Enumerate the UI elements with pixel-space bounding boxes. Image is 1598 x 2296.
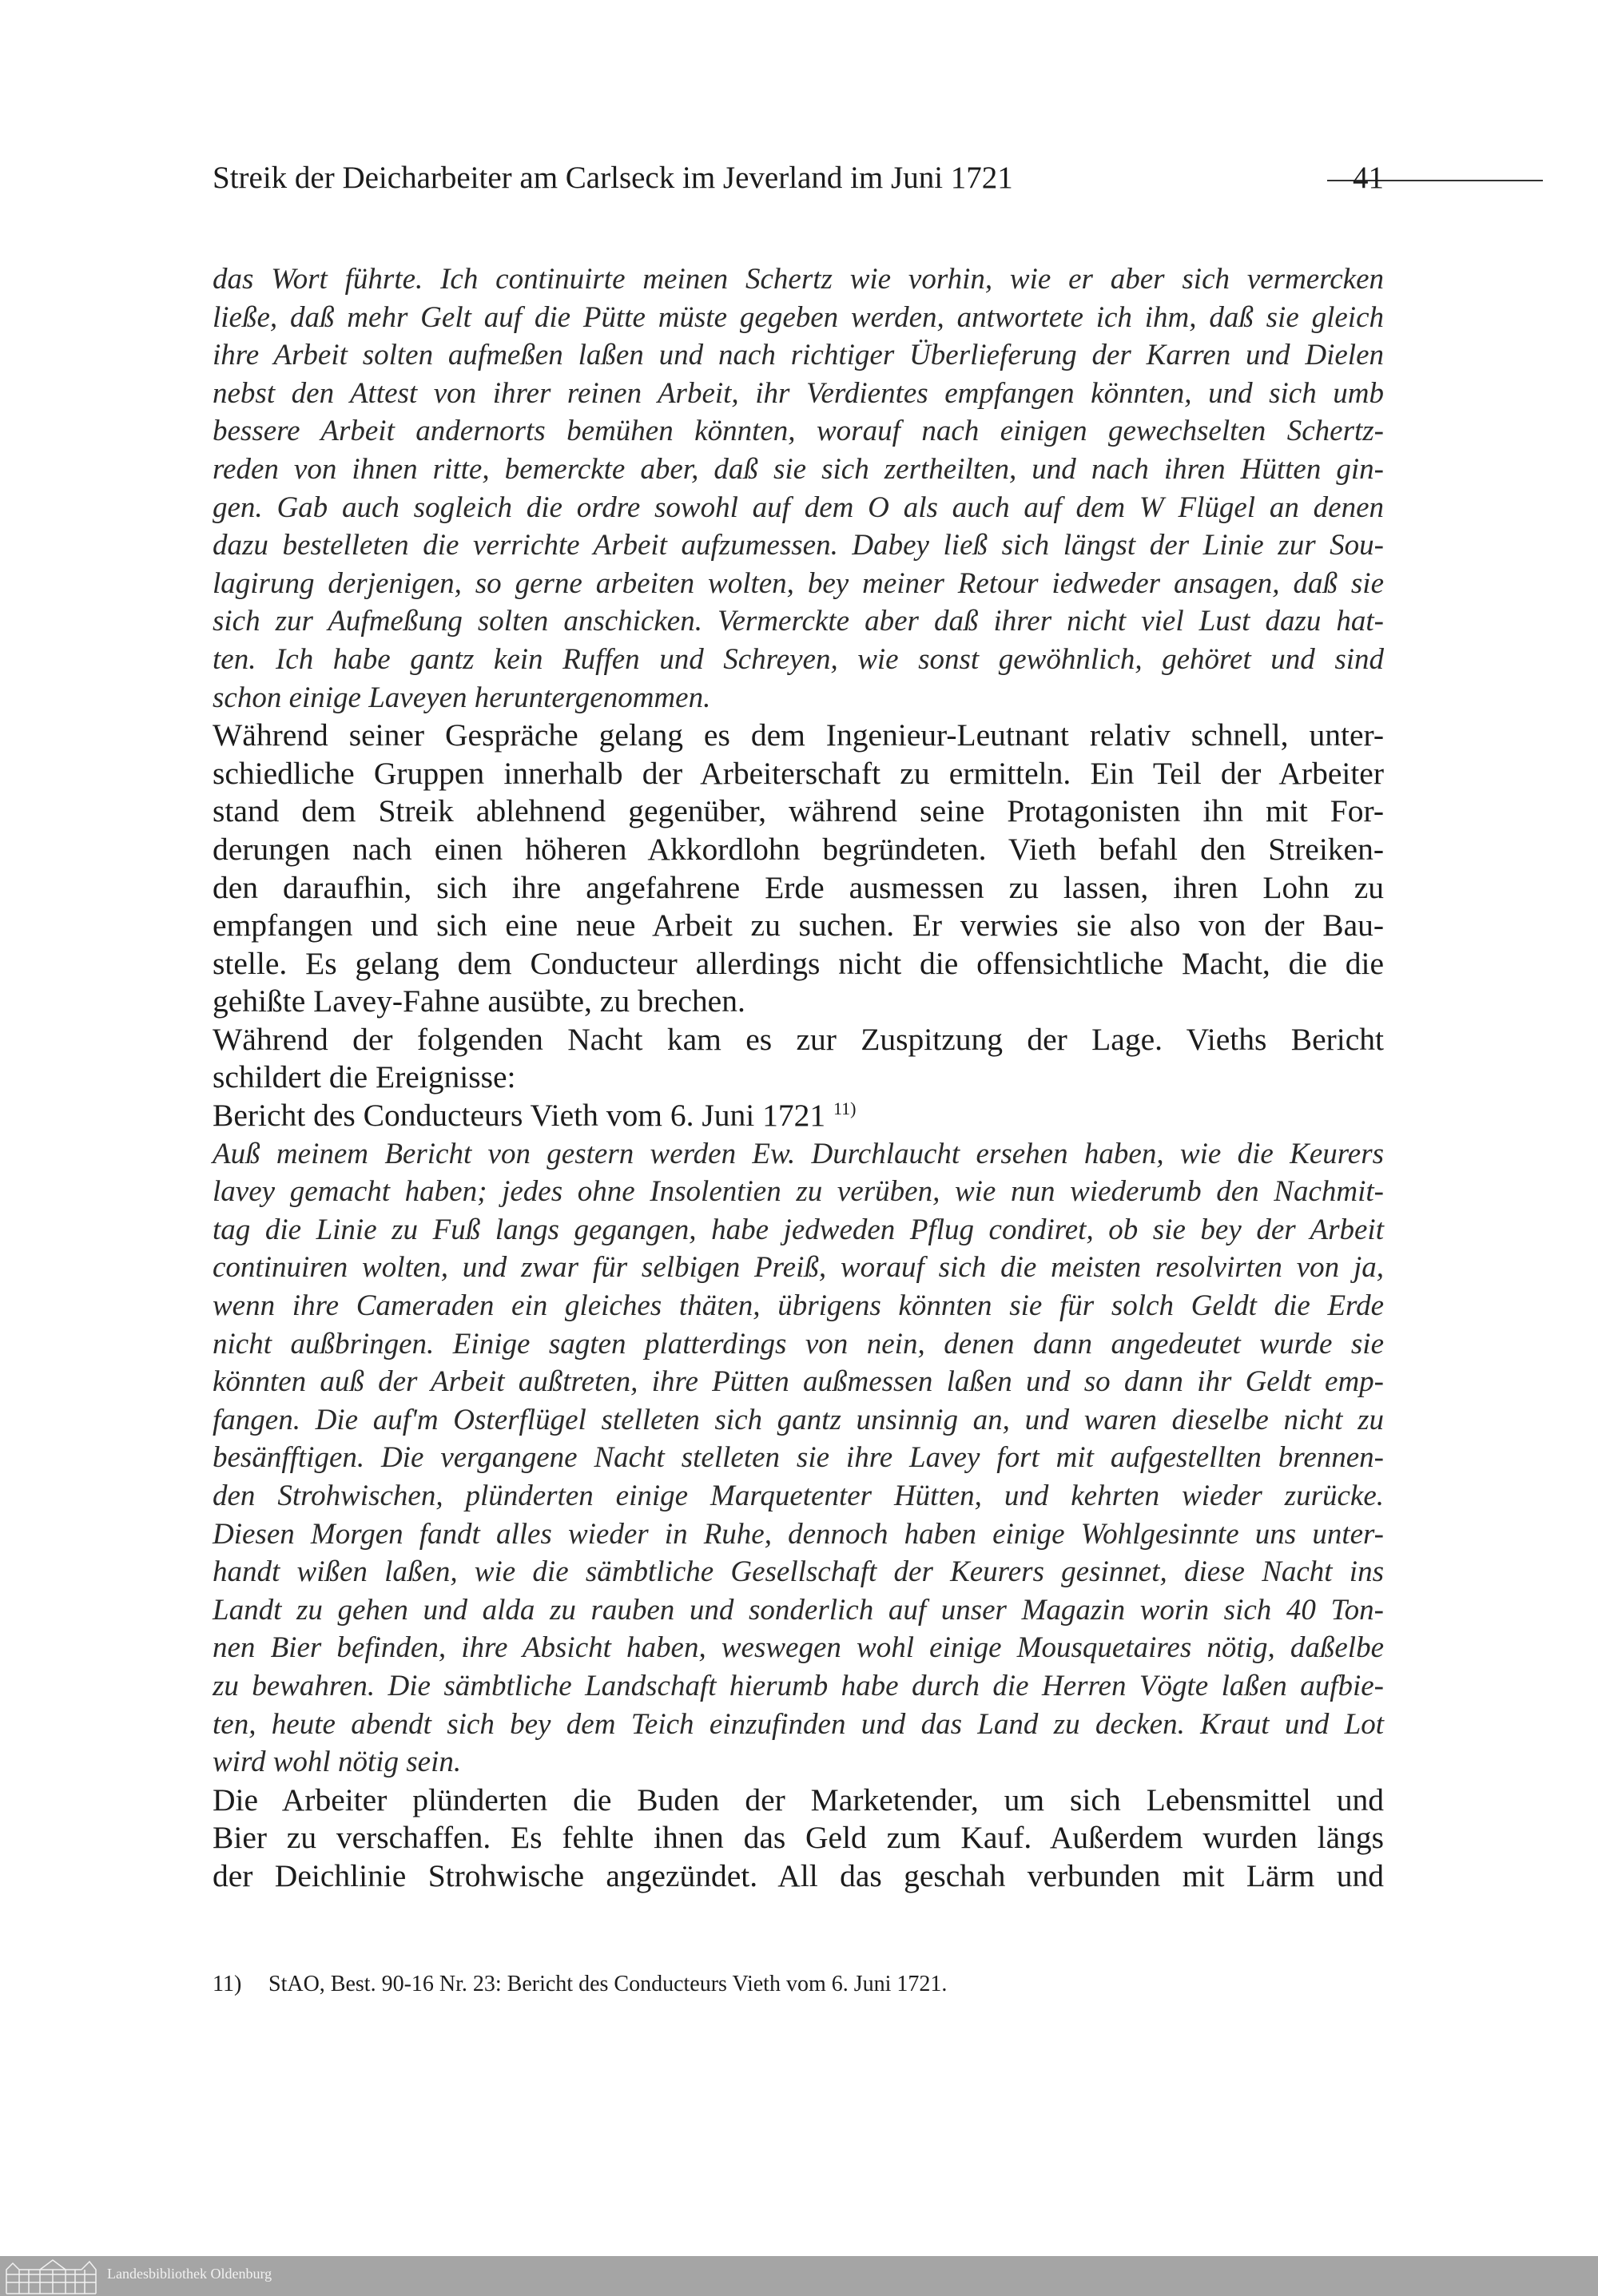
line-text: gen. Gab auch sogleich die ordre sowohl auf dem O als auch auf dem W Flügel an denen <box>213 491 1384 524</box>
text-line <box>213 641 1384 679</box>
line-text: schiedliche Gruppen innerhalb der Arbeiterschaft zu ermitteln. Ein Teil der Arbeiter <box>213 755 1384 791</box>
line-text: Auß meinem Bericht von gestern werden Ew. Durchlaucht ersehen haben, wie die Keurers <box>213 1137 1384 1170</box>
text-line <box>213 336 1384 375</box>
footnote <box>213 1972 947 1997</box>
line-text: lavey gemacht haben; jedes ohne Insolentien zu verüben, wie nun wiederumb den Nachmit- <box>213 1175 1384 1209</box>
library-footer-bar <box>0 2256 1598 2296</box>
text-line <box>213 1819 1384 1857</box>
text-line <box>213 1135 1384 1174</box>
text-line <box>213 489 1384 527</box>
line-text: nebst den Attest von ihrer reinen Arbeit, ihr Verdientes empfangen könnten, und sich umb <box>213 376 1384 410</box>
text-line <box>213 1401 1384 1440</box>
running-header <box>213 158 1384 198</box>
footnote-reference[interactable]: 11) <box>833 1098 857 1119</box>
line-text: wenn ihre Cameraden ein gleiches thäten, übrigens könnten sie für solch Geldt die Erde <box>213 1289 1384 1323</box>
text-line <box>213 1363 1384 1401</box>
text-line <box>213 299 1384 337</box>
line-text: handt wißen laßen, wie die sämbtliche Gesellschaft der Keurers gesinnet, diese Nacht ins <box>213 1555 1384 1589</box>
text-line <box>213 565 1384 603</box>
line-text: Bericht des Conducteurs Vieth vom 6. Juni 1721 <box>213 1098 826 1134</box>
text-line <box>213 945 1384 983</box>
text-line <box>213 1211 1384 1249</box>
line-text: empfangen und sich eine neue Arbeit zu suchen. Er verwies sie also von der Bau- <box>213 908 1384 943</box>
section-heading <box>213 1097 1384 1135</box>
line-text: continuiren wolten, und zwar für selbigen Preiß, worauf sich die meisten resolvirten von ja, <box>213 1251 1384 1285</box>
line-text: wird wohl nötig sein. <box>213 1746 462 1779</box>
text-line <box>213 1629 1384 1667</box>
line-text: den Strohwischen, plünderten einige Marquetenter Hütten, und kehrten wieder zurücke. <box>213 1480 1384 1512</box>
line-text: das Wort führte. Ich continuirte meinen Schertz wie vorhin, wie er aber sich vermercken <box>213 263 1384 296</box>
text-line <box>213 1439 1384 1477</box>
library-name: Landesbibliothek Oldenburg <box>107 2266 272 2282</box>
line-text: tag die Linie zu Fuß langs gegangen, habe jedweden Pflug condiret, ob sie bey der Arbeit <box>213 1213 1384 1246</box>
line-text: Bier zu verschaffen. Es fehlte ihnen das Geld zum Kauf. Außerdem wurden längs <box>213 1820 1384 1856</box>
text-line <box>213 755 1384 793</box>
line-text: besänfftigen. Die vergangene Nacht stelleten sie ihre Lavey fort mit aufgestellten brennen- <box>213 1441 1384 1475</box>
text-line <box>213 1857 1384 1896</box>
line-text: schildert die Ereignisse: <box>213 1059 516 1095</box>
line-text: Während seiner Gespräche gelang es dem Ingenieur-Leutnant relativ schnell, unter- <box>213 717 1384 753</box>
line-text: bessere Arbeit andernorts bemühen könnten, worauf nach einigen gewechselten Schertz- <box>213 415 1384 448</box>
line-text: ten. Ich habe gantz kein Ruffen und Schreyen, wie sonst gewöhnlich, gehöret und sind <box>213 642 1384 676</box>
line-text: nicht außbringen. Einige sagten platterdings von nein, denen dann angedeutet wurde sie <box>213 1327 1384 1361</box>
text-line <box>213 1743 1384 1782</box>
body-text <box>213 260 1384 1896</box>
line-text: ließe, daß mehr Gelt auf die Pütte müste gegeben werden, antwortete ich ihm, daß sie gleich <box>213 300 1384 334</box>
line-text: Diesen Morgen fandt alles wieder in Ruhe, dennoch haben einige Wohlgesinnte uns unter- <box>213 1517 1384 1551</box>
text-line <box>213 1059 1384 1097</box>
text-line <box>213 679 1384 717</box>
line-text: zu bewahren. Die sämbtliche Landschaft hierumb habe durch die Herren Vögte laßen aufbie- <box>213 1669 1384 1702</box>
text-line <box>213 1706 1384 1744</box>
page-number: 41 <box>1353 161 1384 195</box>
line-text: Die Arbeiter plünderten die Buden der Marketender, um sich Lebensmittel und <box>213 1782 1384 1817</box>
text-line <box>213 869 1384 908</box>
text-line <box>213 1021 1384 1059</box>
line-text: den daraufhin, sich ihre angefahrene Erde ausmessen zu lassen, ihren Lohn zu <box>213 869 1384 905</box>
line-text: ihre Arbeit solten aufmeßen laßen und nach richtiger Überlieferung der Karren und Dielen <box>213 339 1384 372</box>
text-line <box>213 1325 1384 1364</box>
text-line <box>213 1515 1384 1554</box>
text-line <box>213 1553 1384 1591</box>
text-line <box>213 1782 1384 1820</box>
line-text: Während der folgenden Nacht kam es zur Zuspitzung der Lage. Vieths Bericht <box>213 1021 1384 1057</box>
text-line <box>213 602 1384 641</box>
line-text: derungen nach einen höheren Akkordlohn begründeten. Vieth befahl den Streiken- <box>213 831 1384 867</box>
line-text: sich zur Aufmeßung solten anschicken. Vermerckte aber daß ihrer nicht viel Lust dazu hat- <box>213 605 1384 638</box>
text-line <box>213 375 1384 413</box>
line-text: gehißte Lavey-Fahne ausübte, zu brechen. <box>213 983 745 1019</box>
text-line <box>213 1173 1384 1211</box>
line-text: ten, heute abendt sich bey dem Teich einzufinden und das Land zu decken. Kraut und Lot <box>213 1707 1384 1741</box>
line-text: nen Bier befinden, ihre Absicht haben, weswegen wohl einige Mousquetaires nötig, daßelbe <box>213 1631 1384 1665</box>
text-line <box>213 983 1384 1021</box>
text-line <box>213 1287 1384 1325</box>
text-line <box>213 451 1384 489</box>
text-line <box>213 907 1384 945</box>
line-text: schon einige Laveyen heruntergenommen. <box>213 681 711 714</box>
text-line <box>213 1591 1384 1630</box>
text-line <box>213 1477 1384 1515</box>
line-text: dazu bestelleten die verrichte Arbeit aufzumessen. Dabey ließ sich längst der Linie zur Sou- <box>213 529 1384 562</box>
text-line <box>213 792 1384 831</box>
footnote-text: StAO, Best. 90-16 Nr. 23: Bericht des Conducteurs Vieth vom 6. Juni 1721. <box>268 1972 948 1996</box>
text-line <box>213 717 1384 755</box>
text-line <box>213 526 1384 565</box>
text-line <box>213 260 1384 299</box>
running-title: Streik der Deicharbeiter am Carlseck im Jeverland im Juni 1721 <box>213 161 1013 195</box>
line-text: stelle. Es gelang dem Conducteur allerdings nicht die offensichtliche Macht, die die <box>213 945 1384 981</box>
text-line <box>213 1249 1384 1287</box>
footnote-number: 11) <box>213 1972 242 1996</box>
line-text: reden von ihnen ritte, bemerckte aber, daß sie sich zertheilten, und nach ihren Hütten gin- <box>213 452 1384 486</box>
line-text: Landt zu gehen und alda zu rauben und sonderlich auf unser Magazin worin sich 40 Ton- <box>213 1593 1384 1627</box>
line-text: fangen. Die auf'm Osterflügel stelleten sich gantz unsinnig an, und waren dieselbe nicht zu <box>213 1403 1384 1436</box>
library-building-logo-icon <box>5 2258 99 2295</box>
text-line <box>213 412 1384 451</box>
text-line <box>213 831 1384 869</box>
line-text: lagirung derjenigen, so gerne arbeiten wolten, bey meiner Retour iedweder ansagen, daß sie <box>213 566 1384 600</box>
text-line <box>213 1667 1384 1706</box>
line-text: könnten auß der Arbeit außtreten, ihre Pütten außmessen laßen und so dann ihr Geldt emp- <box>213 1365 1384 1399</box>
line-text: der Deichlinie Strohwische angezündet. All das geschah verbunden mit Lärm und <box>213 1857 1384 1893</box>
line-text: stand dem Streik ablehnend gegenüber, während seine Protagonisten ihn mit For- <box>213 793 1384 829</box>
